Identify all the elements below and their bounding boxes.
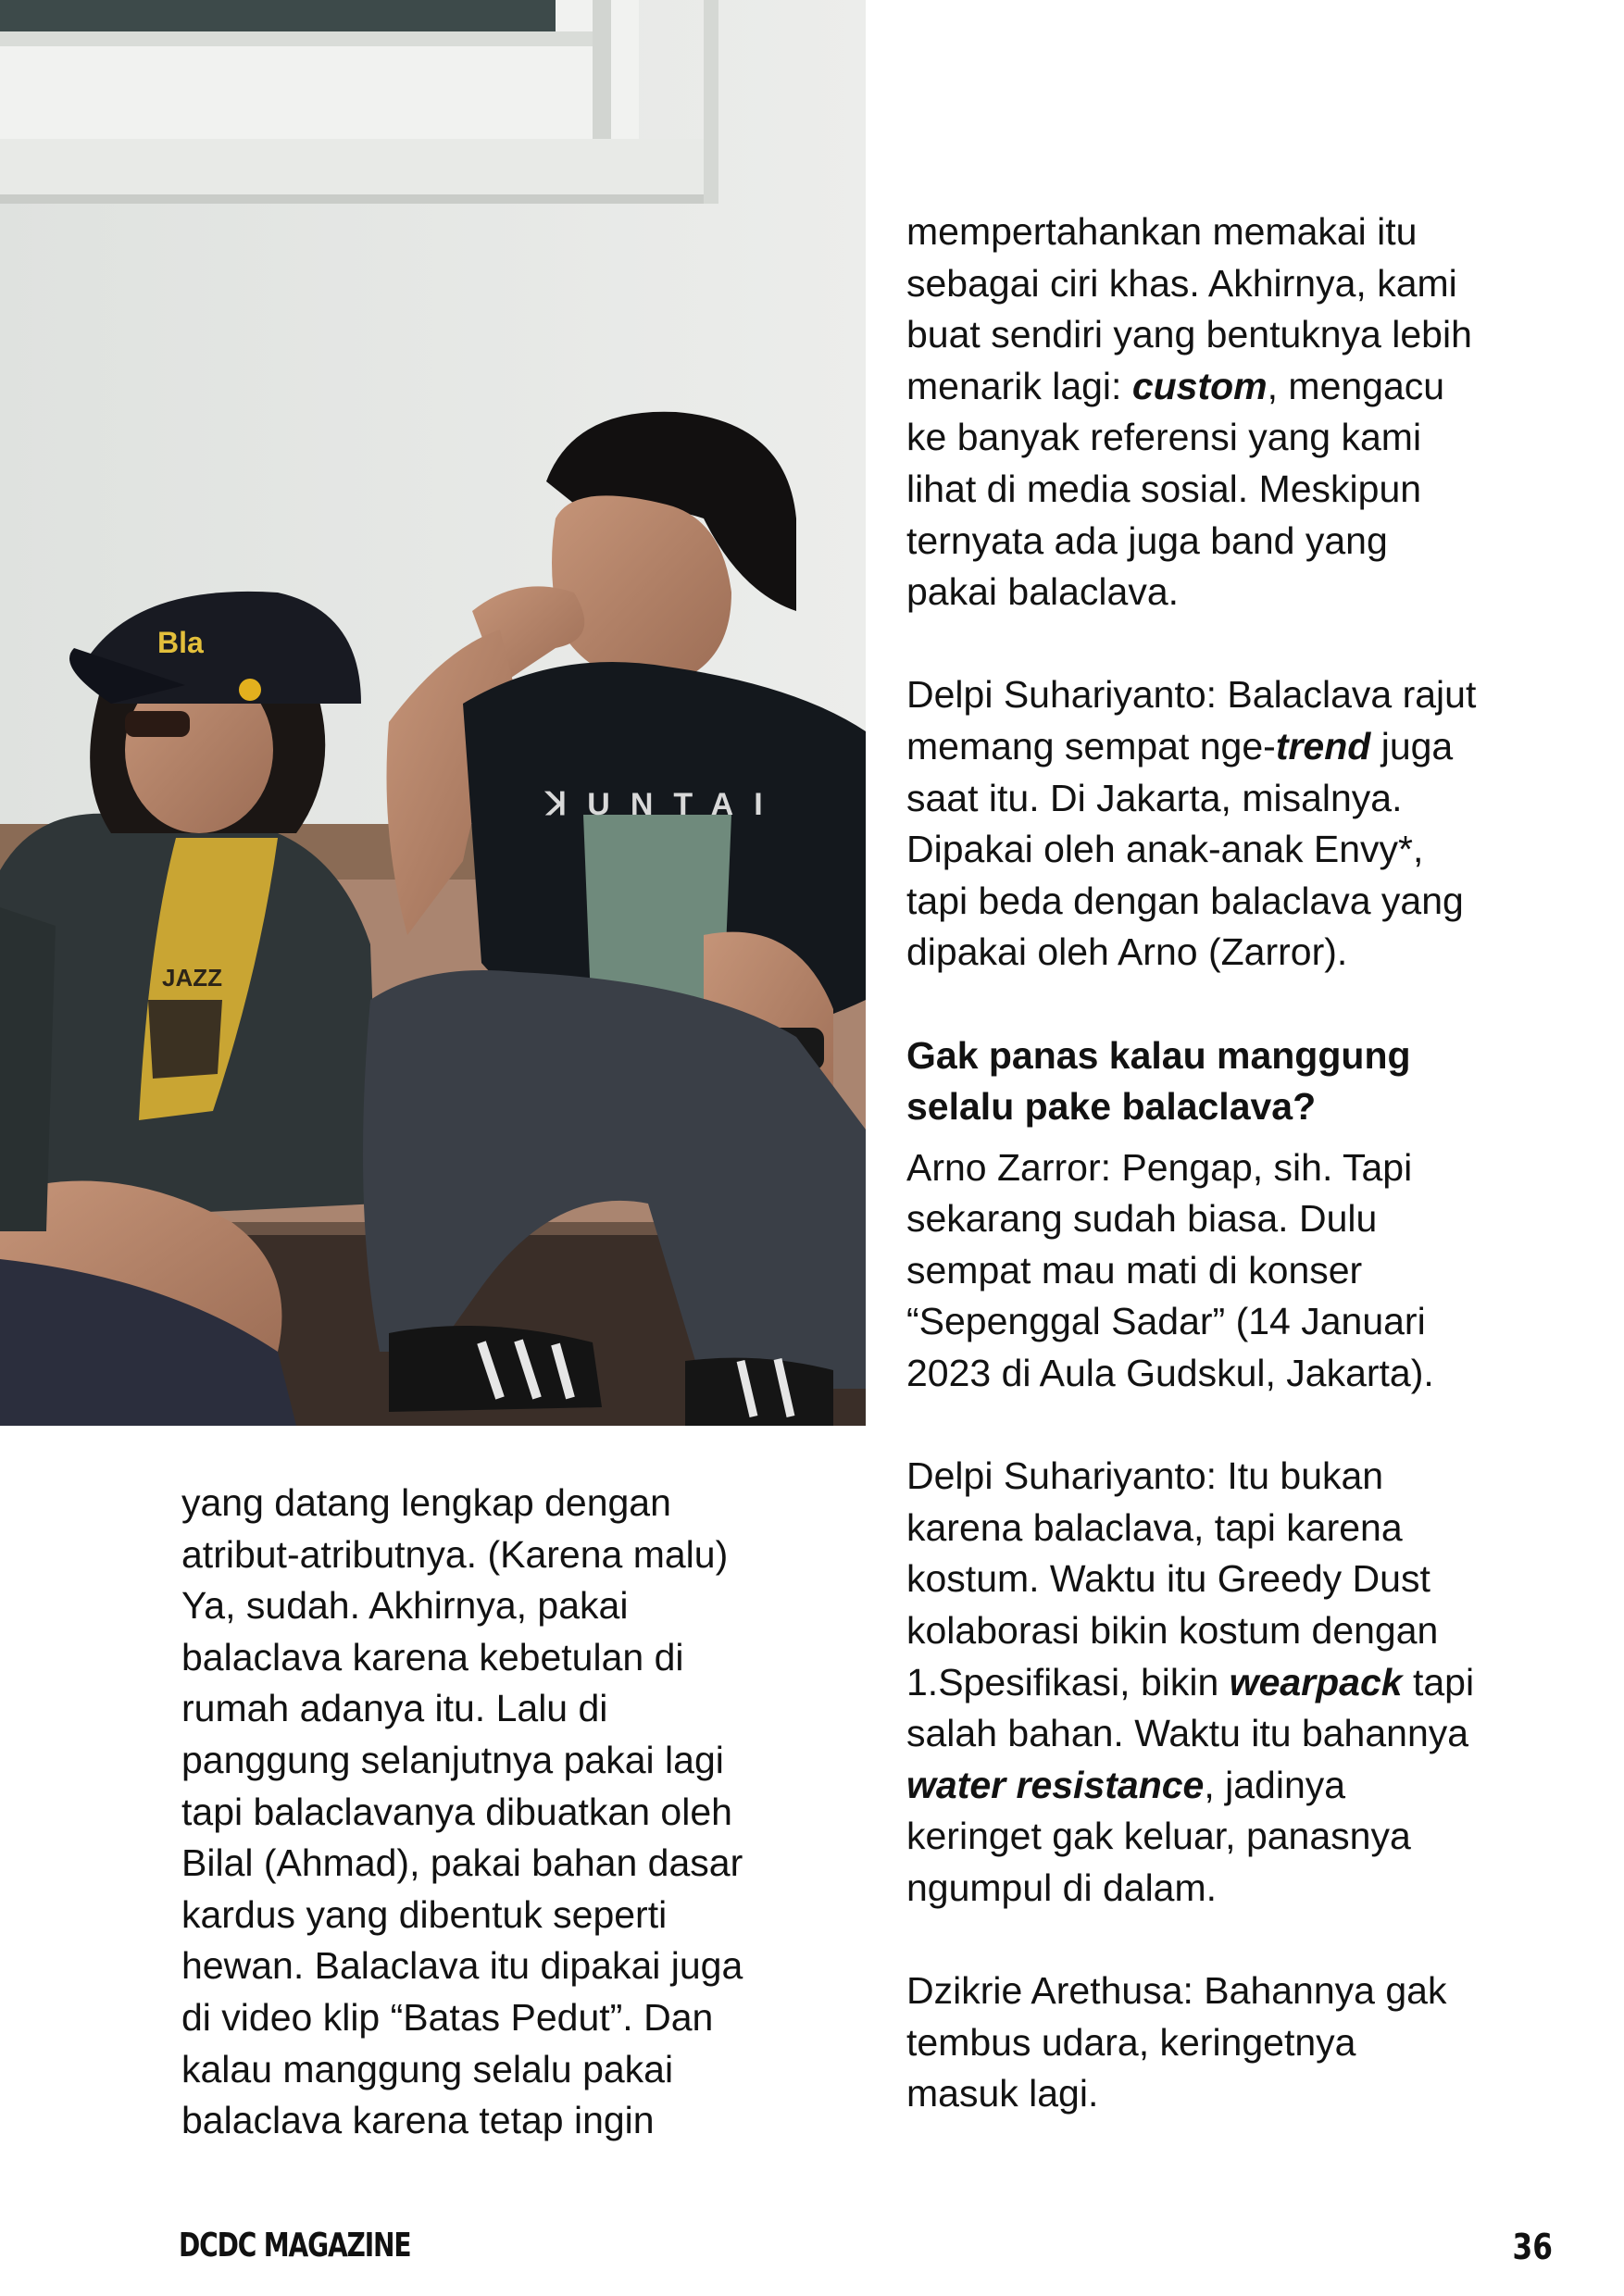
magazine-brand: DCDC MAGAZINE: [179, 2227, 411, 2265]
paragraph: Delpi Suhariyanto: Balaclava rajut memang sempat nge-trend juga saat itu. Di Jakarta, misalnya. Dipakai oleh anak-anak Envy*, tapi beda dengan balaclava yang dipakai oleh Arno (Zarror).: [906, 673, 1477, 974]
emphasis: water resistance: [906, 1763, 1205, 1806]
left-text-column: [181, 1478, 848, 2147]
cap-logo-text: Bla: [157, 626, 204, 659]
emphasis: trend: [1275, 724, 1371, 767]
paragraph: Arno Zarror: Pengap, sih. Tapi sekarang sudah biasa. Dulu sempat mau mati di konser “Sepenggal Sadar” (14 Januari 2023 di Aula Gudskul, Jakarta).: [906, 1145, 1434, 1395]
paragraph: mempertahankan memakai itu sebagai ciri khas. Akhirnya, kami buat sendiri yang bentuknya lebih menarik lagi: custom, mengacu ke banyak referensi yang kami lihat di media sosial. Meskipun ternyata ada juga band yang pakai balaclava.: [906, 210, 1472, 614]
paragraph: Delpi Suhariyanto: Itu bukan karena balaclava, tapi karena kostum. Waktu itu Greedy Dust kolaborasi bikin kostum dengan 1.Spesifikasi, bikin wearpack tapi salah bahan. Waktu itu bahannya water resistance, jadinya keringet gak keluar, panasnya ngumpul di dalam.: [906, 1454, 1475, 1909]
paragraph: Dzikrie Arethusa: Bahannya gak tembus udara, keringetnya masuk lagi.: [906, 1969, 1447, 2115]
emphasis: custom: [1131, 364, 1268, 407]
page-number: 36: [1512, 2227, 1553, 2267]
paragraph: yang datang lengkap dengan atribut-atributnya. (Karena malu) Ya, sudah. Akhirnya, pakai balaclava karena kebetulan di rumah adanya itu. Lalu di panggung selanjutnya pakai lagi tapi balaclavanya dibuatkan oleh Bilal (Ahmad), pakai bahan dasar kardus yang dibentuk seperti hewan. Balaclava itu dipakai juga di video klip “Batas Pedut”. Dan kalau manggung selalu pakai balaclava karena tetap ingin: [181, 1481, 743, 2142]
tee-print-text: JAZZ: [162, 964, 222, 992]
emphasis: wearpack: [1229, 1660, 1403, 1703]
band-members-photo: [0, 0, 866, 1426]
question-heading: Gak panas kalau manggung selalu pake balaclava?: [906, 1033, 1411, 1129]
shirt-print-text: ꓘUNTAI: [546, 787, 783, 822]
right-text-column: [906, 206, 1573, 2120]
